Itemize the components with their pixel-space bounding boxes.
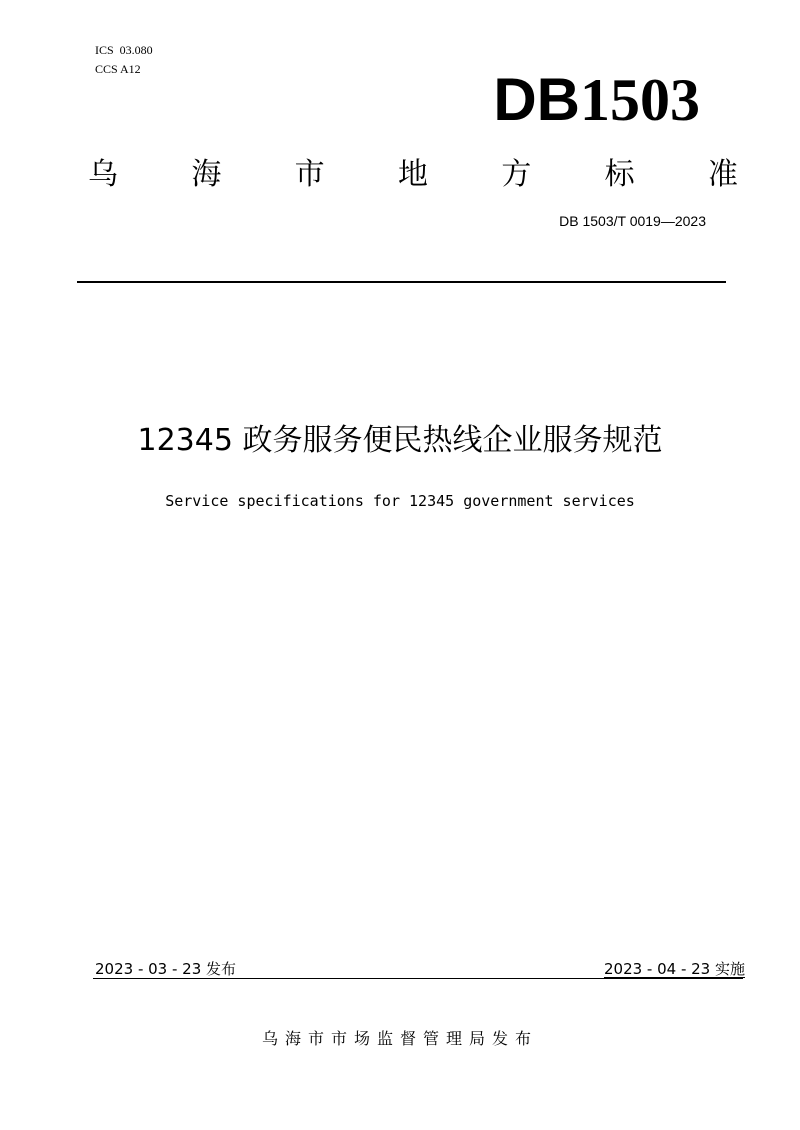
standard-number: DB 1503/T 0019—2023: [559, 213, 706, 229]
standard-type-char: 海: [191, 157, 222, 192]
bottom-divider: [93, 978, 743, 979]
document-title-chinese: 12345 政务服务便民热线企业服务规范: [137, 423, 663, 458]
standard-type-char: 市: [294, 157, 325, 192]
document-title-english: Service specifications for 12345 government services: [165, 492, 635, 510]
standard-type-heading: [88, 150, 738, 200]
top-divider: [77, 281, 726, 283]
implementation-date: 2023 - 04 - 23 实施: [603, 960, 745, 978]
publisher: 乌海市市场监督管理局发布: [261, 1029, 538, 1048]
issue-date: 2023 - 03 - 23 发布: [95, 960, 237, 978]
standard-type-char: 方: [501, 157, 532, 192]
db-region-number: 1503: [580, 67, 700, 133]
standard-type-char: 标: [604, 157, 635, 192]
standard-type-char: 地: [397, 157, 428, 192]
ccs-code: CCS A12: [95, 62, 141, 76]
standard-type-char: 乌: [88, 157, 118, 192]
db-standard-code: [430, 63, 700, 137]
standard-type-char: 准: [707, 157, 738, 192]
db-prefix: DB: [493, 66, 580, 133]
ics-code: ICS 03.080: [95, 43, 153, 57]
